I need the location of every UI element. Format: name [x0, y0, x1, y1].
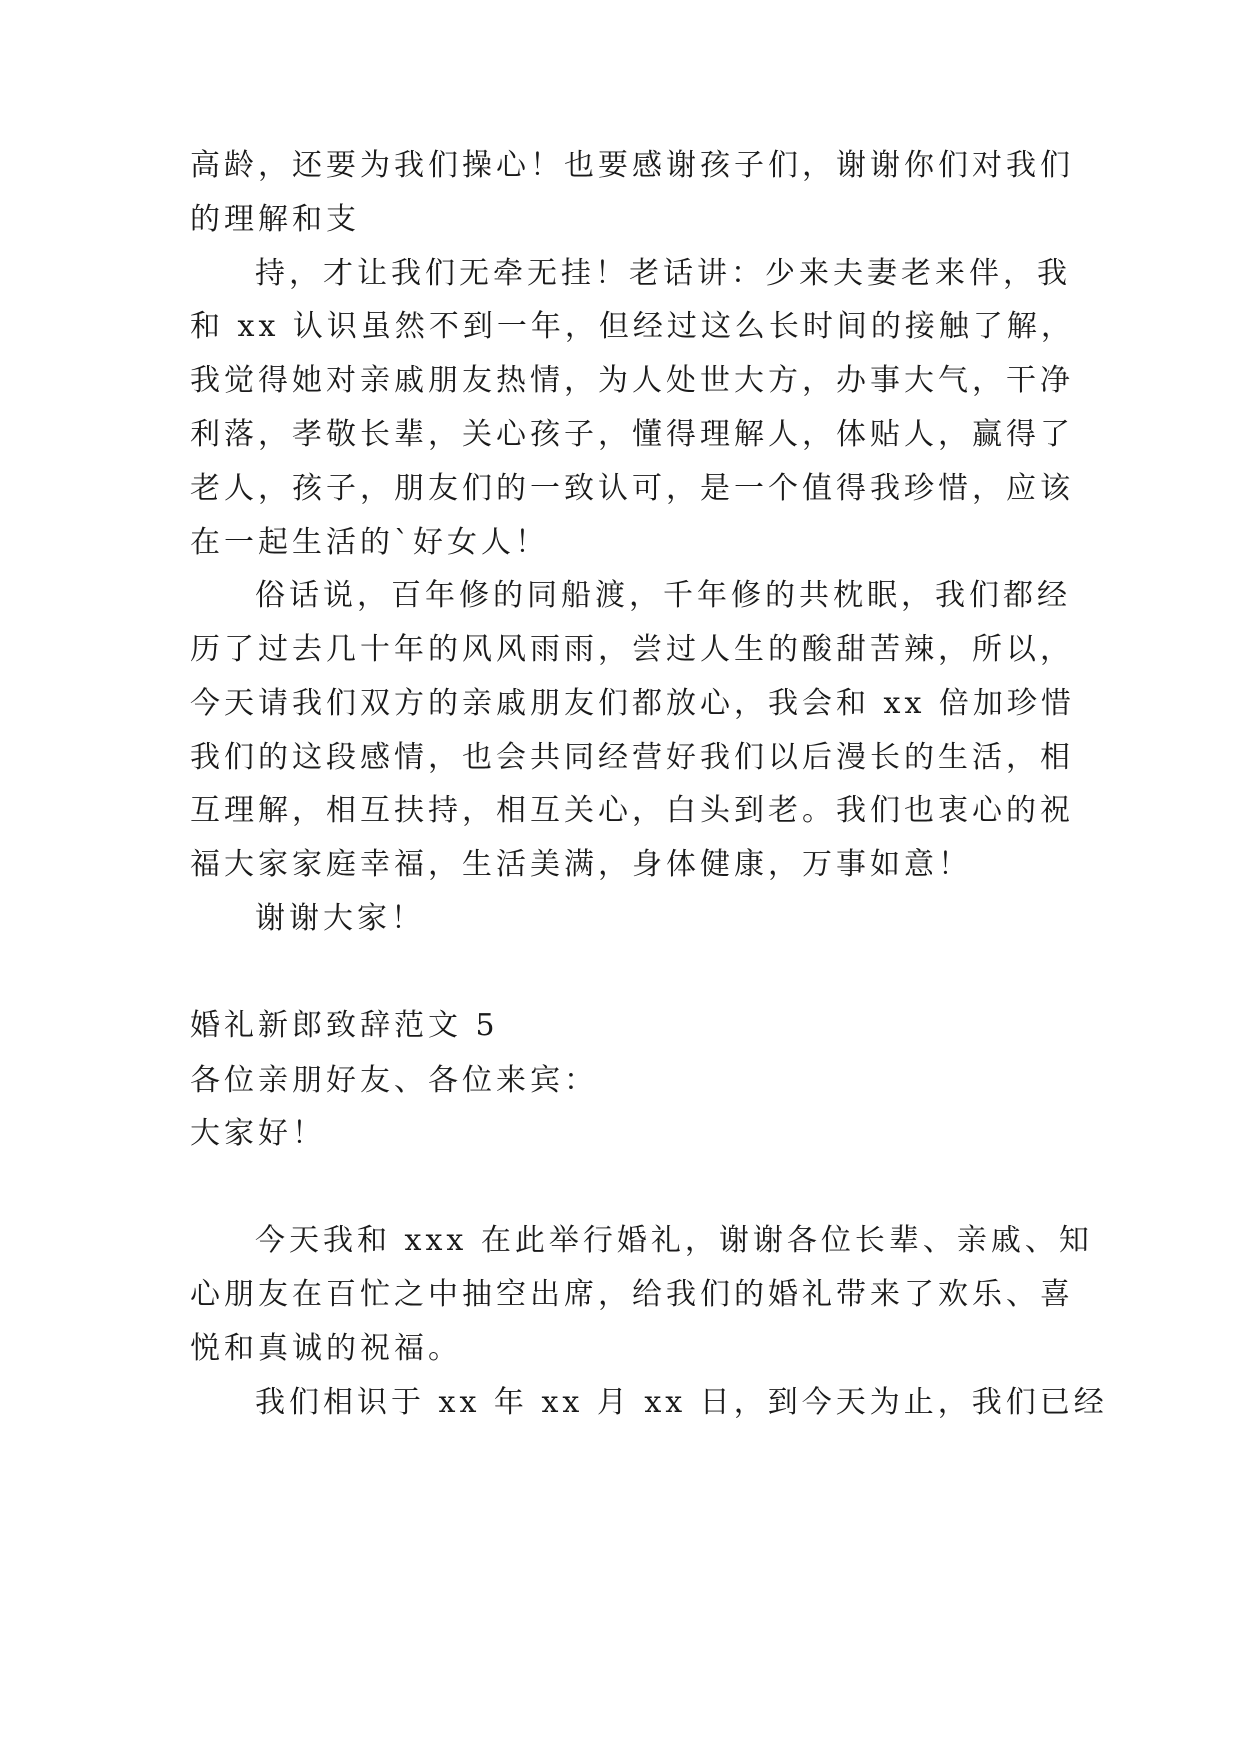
text-line: 福大家家庭幸福，生活美满，身体健康，万事如意！	[190, 847, 972, 882]
paragraph-start: 今天我和 xxx 在此举行婚礼，谢谢各位长辈、亲戚、知	[255, 1223, 1093, 1258]
text-line: 我们的这段感情，也会共同经营好我们以后漫长的生活，相	[190, 740, 1074, 775]
text-line: 心朋友在百忙之中抽空出席，给我们的婚礼带来了欢乐、喜	[190, 1277, 1074, 1312]
salutation-line: 各位亲朋好友、各位来宾：	[190, 1063, 598, 1098]
section-heading: 婚礼新郎致辞范文 5	[190, 1008, 499, 1043]
text-line: 互理解，相互扶持，相互关心，白头到老。我们也衷心的祝	[190, 793, 1074, 828]
paragraph-start: 谢谢大家！	[255, 901, 425, 936]
text-line: 高龄，还要为我们操心！也要感谢孩子们，谢谢你们对我们	[190, 148, 1074, 183]
text-line: 在一起生活的`好女人！	[190, 525, 549, 560]
text-line: 老人，孩子，朋友们的一致认可，是一个值得我珍惜，应该	[190, 471, 1074, 506]
text-line: 和 xx 认识虽然不到一年，但经过这么长时间的接触了解，	[190, 309, 1075, 344]
greeting-line: 大家好！	[190, 1116, 326, 1151]
text-line: 悦和真诚的祝福。	[190, 1331, 462, 1366]
text-line: 利落，孝敬长辈，关心孩子，懂得理解人，体贴人，赢得了	[190, 417, 1074, 452]
paragraph-start: 我们相识于 xx 年 xx 月 xx 日，到今天为止，我们已经	[255, 1385, 1108, 1420]
text-line: 我觉得她对亲戚朋友热情，为人处世大方，办事大气，干净	[190, 363, 1074, 398]
text-line: 的理解和支	[190, 202, 360, 237]
text-line: 历了过去几十年的风风雨雨，尝过人生的酸甜苦辣，所以，	[190, 632, 1074, 667]
paragraph-start: 俗话说，百年修的同船渡，千年修的共枕眠，我们都经	[255, 578, 1071, 613]
text-line: 今天请我们双方的亲戚朋友们都放心，我会和 xx 倍加珍惜	[190, 686, 1075, 721]
paragraph-start: 持，才让我们无牵无挂！老话讲：少来夫妻老来伴，我	[255, 256, 1071, 291]
